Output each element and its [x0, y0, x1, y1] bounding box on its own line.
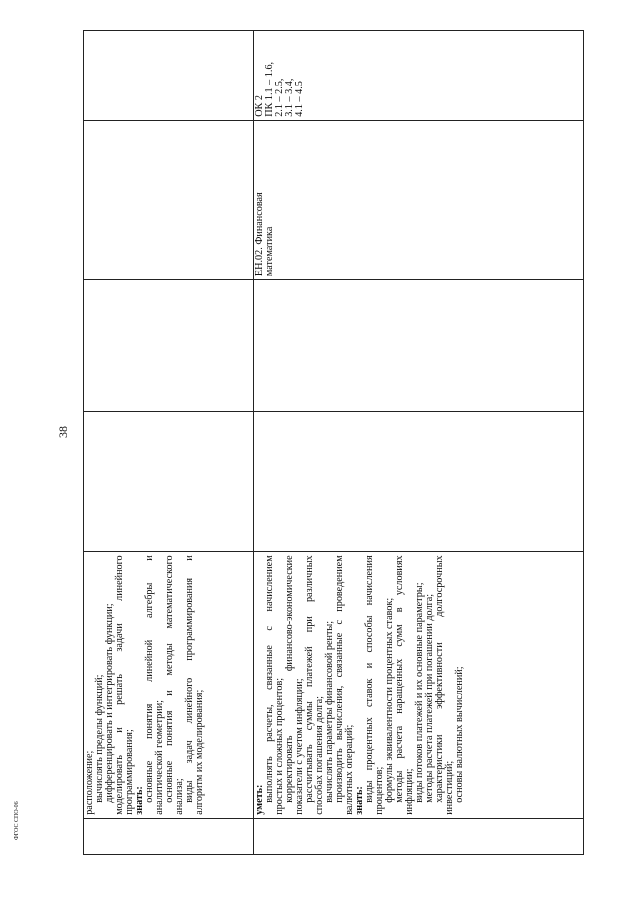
text-line: основы валютных вычислений; — [454, 666, 465, 803]
competence-table — [83, 30, 584, 855]
text-line: валютных операций; — [344, 724, 355, 815]
text-line: инфляции; — [404, 768, 415, 815]
text-line: дифференцировать и интегрировать функции; — [104, 603, 115, 803]
text-line: 2.1 – 2.5, — [274, 78, 285, 117]
text-line: математика — [264, 226, 275, 277]
text-line: ОК 2 — [254, 95, 265, 117]
text-line: ПК 1.1 – 1.6, — [264, 61, 275, 117]
text-line: 4.1 – 4.5 — [294, 81, 305, 117]
text-line: способах погашения долга; — [314, 696, 325, 815]
text-line: 3.1 – 3.4, — [284, 78, 295, 117]
text-line: виды процентных ставок и способы начисления — [364, 555, 375, 803]
empty-hours-cell — [254, 411, 584, 551]
competences-cell — [84, 31, 254, 121]
text-line: производить вычисления, связанные с проведением — [334, 555, 345, 803]
text-line: знать: — [134, 786, 145, 815]
empty-index-cell — [84, 818, 254, 854]
text-line: уметь: — [254, 784, 265, 815]
knowledge-skills-cell — [254, 552, 584, 818]
knowledge-skills-cell — [84, 552, 254, 818]
text-line: основные понятия и методы математического — [164, 555, 175, 803]
page-number: 38 — [56, 426, 70, 438]
text-line: корректировать финансово-экономические — [284, 555, 295, 803]
text-line: выполнять расчеты, связанные с начислением — [264, 555, 275, 803]
footer-code: ФГОС СПО-06 — [14, 801, 20, 840]
text-line: рассчитывать суммы платежей при различных — [304, 555, 315, 803]
table-row — [254, 31, 584, 855]
text-line: процентов; — [374, 766, 385, 815]
text-line: вычислять пределы функций; — [94, 674, 105, 803]
text-line: виды задач линейного программирования и — [184, 555, 195, 803]
text-line: методы расчета наращенных сумм в условиях — [394, 555, 405, 803]
empty-index-cell — [254, 818, 584, 854]
text-line: простых и сложных процентов; — [274, 677, 285, 815]
text-line: формулы эквивалентности процентных ставок; — [384, 597, 395, 803]
table-row — [84, 31, 254, 855]
text-line: алгоритм их моделирования; — [194, 689, 205, 815]
text-line: аналитической геометрии; — [154, 699, 165, 815]
text-line: характеристики эффективности долгосрочных — [434, 555, 445, 803]
text-line: ЕН.02. Финансовая — [254, 192, 265, 277]
text-line: моделировать и решать задачи линейного — [114, 555, 125, 815]
text-line: показатели с учетом инфляции; — [294, 678, 305, 815]
text-line: методы расчета платежей при погашении долга; — [424, 593, 435, 803]
text-line: расположение; — [84, 750, 95, 815]
empty-hours-cell-2 — [254, 280, 584, 412]
empty-hours-cell — [84, 411, 254, 551]
text-line: инвестиций; — [444, 760, 455, 815]
text-line: основные понятия линейной алгебры и — [144, 555, 155, 803]
text-line: программирования; — [124, 729, 135, 815]
rotated-table-frame — [83, 30, 583, 855]
text-line: знать: — [354, 786, 365, 815]
text-line: анализа; — [174, 778, 185, 815]
text-line: вычислять параметры финансовой ренты; — [324, 620, 335, 803]
text-line: виды потоков платежей и их основные параметры; — [414, 582, 425, 803]
discipline-cell — [254, 120, 584, 279]
competences-cell — [254, 31, 584, 121]
discipline-cell — [84, 120, 254, 279]
empty-hours-cell-2 — [84, 280, 254, 412]
